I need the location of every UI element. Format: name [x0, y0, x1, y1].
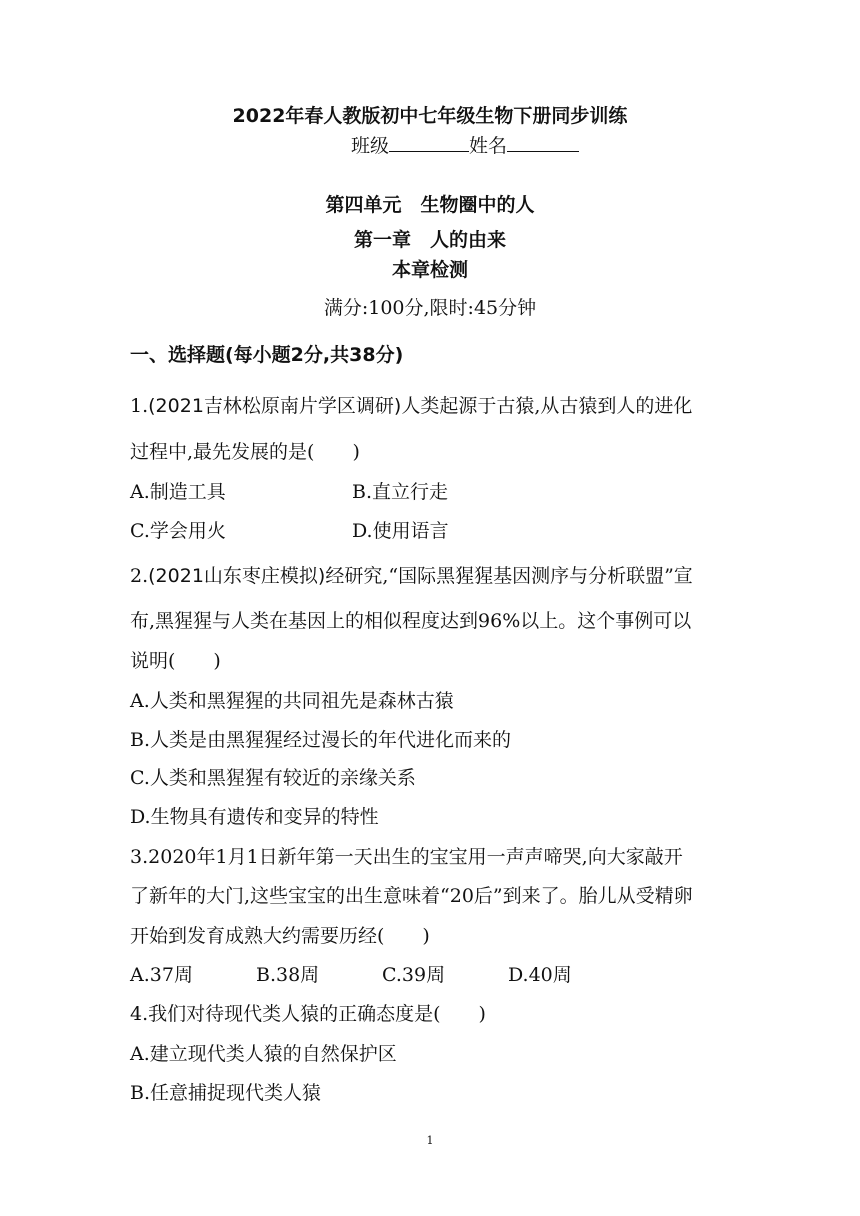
- document-title: 2022年春人教版初中七年级生物下册同步训练: [232, 105, 628, 127]
- section-title: 本章检测: [391, 259, 468, 281]
- chapter-title: 第一章 人的由来: [353, 229, 506, 251]
- question-2-option-d: D.生物具有遗传和变异的特性: [130, 806, 379, 828]
- question-3-option-b: B.38周: [256, 964, 320, 986]
- question-source: (2021吉林松原南片学区调研): [148, 395, 402, 417]
- question-stem: 我们对待现代类人猿的正确态度是( ): [148, 1003, 486, 1025]
- question-stem: 2020年1月1日新年第一天出生的宝宝用一声声啼哭,向大家敲开: [148, 846, 683, 868]
- question-3-line-1: [130, 845, 683, 869]
- question-4-line-1: [130, 1002, 486, 1026]
- question-number: 1.: [130, 395, 149, 417]
- class-blank: [389, 133, 469, 152]
- question-number: 3.: [130, 846, 149, 868]
- question-3-option-a: A.37周: [130, 964, 193, 986]
- question-2-line-3: 说明( ): [130, 650, 221, 672]
- page-number: 1: [426, 1134, 434, 1147]
- question-number: 4.: [130, 1003, 149, 1025]
- question-1-option-c: C.学会用火: [130, 520, 226, 542]
- question-stem: 经研究,“国际黑猩猩基因测序与分析联盟”宣: [325, 565, 693, 587]
- question-1-option-a: A.制造工具: [130, 481, 226, 503]
- class-label: 班级: [351, 135, 390, 157]
- question-3-line-3: 开始到发育成熟大约需要历经( ): [130, 925, 430, 947]
- question-2-option-c: C.人类和黑猩猩有较近的亲缘关系: [130, 767, 416, 789]
- name-label: 姓名: [469, 135, 508, 157]
- question-number: 2.: [130, 565, 149, 587]
- name-blank: [507, 133, 579, 152]
- question-4-option-a: A.建立现代类人猿的自然保护区: [130, 1043, 397, 1065]
- question-stem: 人类起源于古猿,从古猿到人的进化: [401, 395, 693, 417]
- question-1-line-1: [130, 394, 692, 418]
- question-2-line-1: [130, 564, 693, 588]
- question-3-option-d: D.40周: [508, 964, 572, 986]
- question-2-option-b: B.人类是由黑猩猩经过漫长的年代进化而来的: [130, 729, 512, 751]
- question-2-line-2: 布,黑猩猩与人类在基因上的相似程度达到96%以上。这个事例可以: [130, 610, 692, 632]
- question-3-option-c: C.39周: [382, 964, 446, 986]
- part-heading: 一、选择题(每小题2分,共38分): [130, 344, 404, 366]
- question-1-option-d: D.使用语言: [352, 520, 449, 542]
- question-1-option-b: B.直立行走: [352, 481, 449, 503]
- unit-title: 第四单元 生物圈中的人: [325, 194, 535, 216]
- student-info-line: [351, 133, 579, 158]
- question-source: (2021山东枣庄模拟): [148, 565, 326, 587]
- question-1-line-2: 过程中,最先发展的是( ): [130, 441, 360, 463]
- score-info: 满分:100分,限时:45分钟: [323, 297, 537, 319]
- question-4-option-b: B.任意捕捉现代类人猿: [130, 1082, 322, 1104]
- question-2-option-a: A.人类和黑猩猩的共同祖先是森林古猿: [130, 690, 454, 712]
- question-3-line-2: 了新年的大门,这些宝宝的出生意味着“20后”到来了。胎儿从受精卵: [130, 885, 693, 907]
